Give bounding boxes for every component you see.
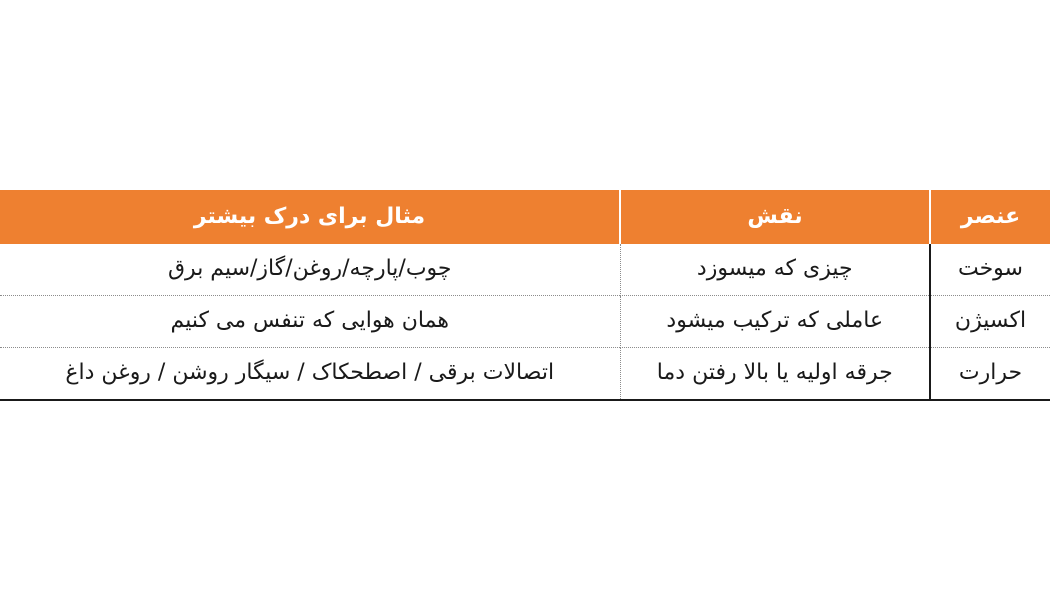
column-header-role: نقش — [620, 190, 930, 244]
cell-role: عاملی که ترکیب میشود — [620, 296, 930, 348]
table-header — [0, 190, 1050, 244]
cell-element: اکسیژن — [930, 296, 1050, 348]
fire-triangle-table — [0, 190, 1050, 401]
table-body — [0, 244, 1050, 400]
cell-role: چیزی که میسوزد — [620, 244, 930, 296]
table-header-row — [0, 190, 1050, 244]
table-row — [0, 296, 1050, 348]
column-header-element: عنصر — [930, 190, 1050, 244]
cell-element: حرارت — [930, 348, 1050, 401]
cell-example: چوب/پارچه/روغن/گاز/سیم برق — [0, 244, 620, 296]
table-row — [0, 244, 1050, 296]
cell-example: اتصالات برقی / اصطحکاک / سیگار روشن / روغن داغ — [0, 348, 620, 401]
cell-element: سوخت — [930, 244, 1050, 296]
cell-role: جرقه اولیه یا بالا رفتن دما — [620, 348, 930, 401]
column-header-example: مثال برای درک بیشتر — [193, 203, 426, 229]
fire-triangle-table-container — [0, 190, 1050, 401]
cell-example: همان هوایی که تنفس می کنیم — [0, 296, 620, 348]
table-row — [0, 348, 1050, 401]
